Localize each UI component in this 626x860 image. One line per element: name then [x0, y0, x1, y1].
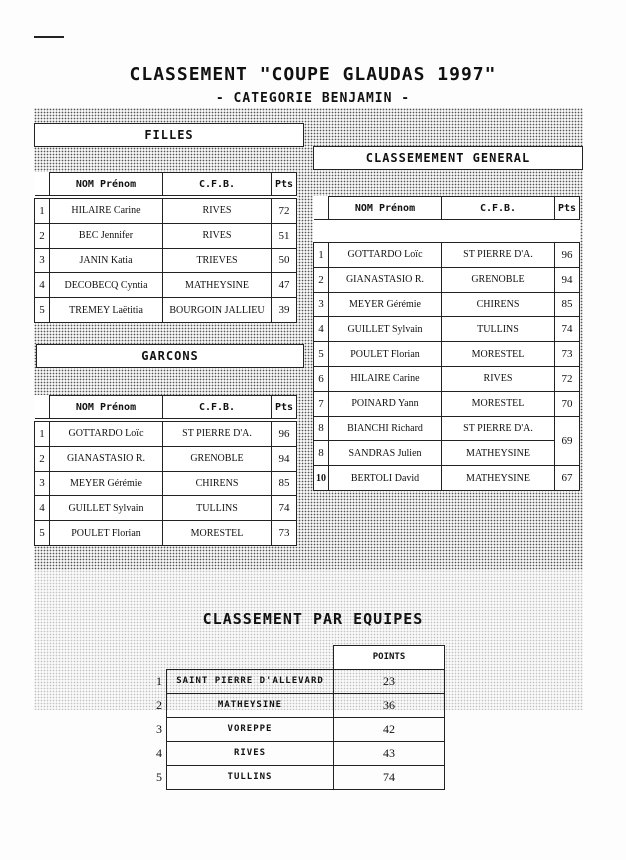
girls-section-label: FILLES: [34, 123, 304, 147]
name-cell: TREMEY Laëtitia: [50, 298, 163, 323]
name-cell: GIANASTASIO R.: [329, 267, 442, 292]
table-row: [314, 243, 580, 268]
rank-cell: 2: [35, 223, 50, 248]
name-cell: JANIN Katia: [50, 248, 163, 273]
team-name-cell: MATHEYSINE: [167, 693, 334, 717]
team-name-cell: SAINT PIERRE D'ALLEVARD: [167, 669, 334, 693]
name-cell: BERTOLI David: [329, 466, 442, 491]
rank-cell: 1: [156, 673, 162, 688]
table-row: [314, 317, 580, 342]
general-table: [313, 196, 580, 491]
club-cell: GRENOBLE: [442, 267, 555, 292]
rank-cell: 6: [314, 366, 329, 391]
table-row: [148, 717, 445, 741]
table-header-row: [35, 396, 297, 419]
table-row: [314, 391, 580, 416]
column-header-club: C.F.B.: [163, 173, 272, 196]
rank-cell: 2: [156, 697, 162, 712]
column-header-name: NOM Prénom: [329, 197, 442, 220]
rank-header-blank: [148, 646, 167, 670]
club-cell: TRIEVES: [163, 248, 272, 273]
rank-cell: 2: [35, 446, 50, 471]
teams-table: [148, 645, 445, 790]
points-cell: 51: [272, 223, 297, 248]
rank-header-blank: [35, 396, 50, 419]
name-cell: GOTTARDO Loïc: [329, 243, 442, 268]
table-header-row: [35, 173, 297, 196]
rank-cell: 3: [314, 292, 329, 317]
team-name-cell: RIVES: [167, 741, 334, 765]
club-cell: CHIRENS: [163, 471, 272, 496]
club-cell: ST PIERRE D'A.: [163, 422, 272, 447]
table-row: [148, 765, 445, 789]
club-cell: MORESTEL: [163, 521, 272, 546]
club-cell: TULLINS: [163, 496, 272, 521]
points-cell: 85: [555, 292, 580, 317]
table-header-row: [314, 197, 580, 220]
rank-cell: 2: [314, 267, 329, 292]
rank-cell: 1: [35, 199, 50, 224]
name-cell: POULET Florian: [50, 521, 163, 546]
rank-header-blank: [35, 173, 50, 196]
points-cell: 73: [555, 342, 580, 367]
points-cell: 73: [272, 521, 297, 546]
rank-header-blank: [314, 197, 329, 220]
table-row: [35, 496, 297, 521]
team-header-blank: [167, 646, 334, 670]
name-cell: MEYER Gérémie: [50, 471, 163, 496]
rank-cell: 5: [35, 298, 50, 323]
club-cell: ST PIERRE D'A.: [442, 243, 555, 268]
rank-cell: 1: [314, 243, 329, 268]
margin-mark: [34, 36, 64, 38]
table-row: [148, 693, 445, 717]
points-value: 69: [561, 434, 573, 447]
points-cell: 94: [272, 446, 297, 471]
points-cell: 85: [272, 471, 297, 496]
team-name-cell: TULLINS: [167, 765, 334, 789]
rank-cell: 3: [156, 721, 162, 736]
club-cell: TULLINS: [442, 317, 555, 342]
points-cell: 74: [334, 765, 445, 789]
club-cell: RIVES: [163, 199, 272, 224]
boys-section-label: GARCONS: [36, 344, 304, 368]
rank-cell: 4: [35, 273, 50, 298]
points-cell: 94: [555, 267, 580, 292]
club-cell: RIVES: [442, 366, 555, 391]
name-cell: GUILLET Sylvain: [329, 317, 442, 342]
boys-table: [34, 395, 297, 546]
points-cell: 39: [272, 298, 297, 323]
club-cell: BOURGOIN JALLIEU: [163, 298, 272, 323]
rank-cell: 3: [35, 248, 50, 273]
club-cell: MORESTEL: [442, 391, 555, 416]
column-header-club: C.F.B.: [163, 396, 272, 419]
name-cell: HILAIRE Carine: [50, 199, 163, 224]
rank-cell: 8: [314, 441, 329, 466]
column-header-pts: Pts: [555, 197, 580, 220]
rank-cell: 8: [314, 416, 329, 441]
rank-cell: 3: [35, 471, 50, 496]
club-cell: MATHEYSINE: [442, 441, 555, 466]
name-cell: BEC Jennifer: [50, 223, 163, 248]
points-cell: 96: [555, 243, 580, 268]
column-header-points: POINTS: [334, 646, 445, 670]
column-header-name: NOM Prénom: [50, 173, 163, 196]
table-row: [314, 466, 580, 491]
page-title: CLASSEMENT "COUPE GLAUDAS 1997": [129, 64, 497, 85]
points-cell: 70: [555, 391, 580, 416]
column-header-pts: Pts: [272, 173, 297, 196]
points-cell: 74: [555, 317, 580, 342]
points-cell: 42: [334, 717, 445, 741]
club-cell: GRENOBLE: [163, 446, 272, 471]
name-cell: GUILLET Sylvain: [50, 496, 163, 521]
points-cell: 50: [272, 248, 297, 273]
table-row: [35, 298, 297, 323]
points-cell: 67: [555, 466, 580, 491]
rank-cell: 5: [314, 342, 329, 367]
general-section-label: CLASSEMEMENT GENERAL: [313, 146, 583, 170]
girls-table: [34, 172, 297, 323]
table-row: [314, 267, 580, 292]
table-row: [148, 741, 445, 765]
name-cell: POULET Florian: [329, 342, 442, 367]
club-cell: ST PIERRE D'A.: [442, 416, 555, 441]
table-row: [314, 416, 580, 441]
rank-cell: 4: [156, 745, 162, 760]
table-row: [35, 422, 297, 447]
name-cell: BIANCHI Richard: [329, 416, 442, 441]
club-cell: CHIRENS: [442, 292, 555, 317]
club-cell: MATHEYSINE: [442, 466, 555, 491]
column-header-club: C.F.B.: [442, 197, 555, 220]
table-row: [314, 366, 580, 391]
name-cell: DECOBECQ Cyntia: [50, 273, 163, 298]
name-cell: SANDRAS Julien: [329, 441, 442, 466]
rank-cell: 5: [35, 521, 50, 546]
table-row: [314, 342, 580, 367]
points-cell: 74: [272, 496, 297, 521]
name-cell: MEYER Gérémie: [329, 292, 442, 317]
rank-cell: 7: [314, 391, 329, 416]
table-header-row: [148, 646, 445, 670]
table-row: [35, 471, 297, 496]
table-row: [35, 248, 297, 273]
rank-cell: 10: [314, 466, 329, 491]
points-cell: 23: [334, 669, 445, 693]
rank-cell: 1: [35, 422, 50, 447]
table-row: [35, 199, 297, 224]
table-row: [314, 441, 580, 466]
table-row: [148, 669, 445, 693]
table-spacer: [314, 220, 580, 243]
table-row: [35, 223, 297, 248]
rank-cell: 4: [35, 496, 50, 521]
rank-cell: 5: [156, 769, 162, 784]
points-cell-shared: [555, 416, 580, 466]
table-row: [35, 446, 297, 471]
club-cell: MORESTEL: [442, 342, 555, 367]
name-cell: GOTTARDO Loïc: [50, 422, 163, 447]
club-cell: MATHEYSINE: [163, 273, 272, 298]
table-row: [314, 292, 580, 317]
team-name-cell: VOREPPE: [167, 717, 334, 741]
points-cell: 47: [272, 273, 297, 298]
club-cell: RIVES: [163, 223, 272, 248]
name-cell: HILAIRE Carine: [329, 366, 442, 391]
table-row: [35, 521, 297, 546]
points-cell: 43: [334, 741, 445, 765]
name-cell: GIANASTASIO R.: [50, 446, 163, 471]
points-cell: 72: [555, 366, 580, 391]
points-cell: 36: [334, 693, 445, 717]
page-subtitle: - CATEGORIE BENJAMIN -: [215, 91, 411, 106]
table-row: [35, 273, 297, 298]
points-cell: 72: [272, 199, 297, 224]
rank-cell: 4: [314, 317, 329, 342]
teams-title: CLASSEMENT PAR EQUIPES: [202, 610, 424, 628]
column-header-pts: Pts: [272, 396, 297, 419]
name-cell: POINARD Yann: [329, 391, 442, 416]
points-cell: 96: [272, 422, 297, 447]
column-header-name: NOM Prénom: [50, 396, 163, 419]
